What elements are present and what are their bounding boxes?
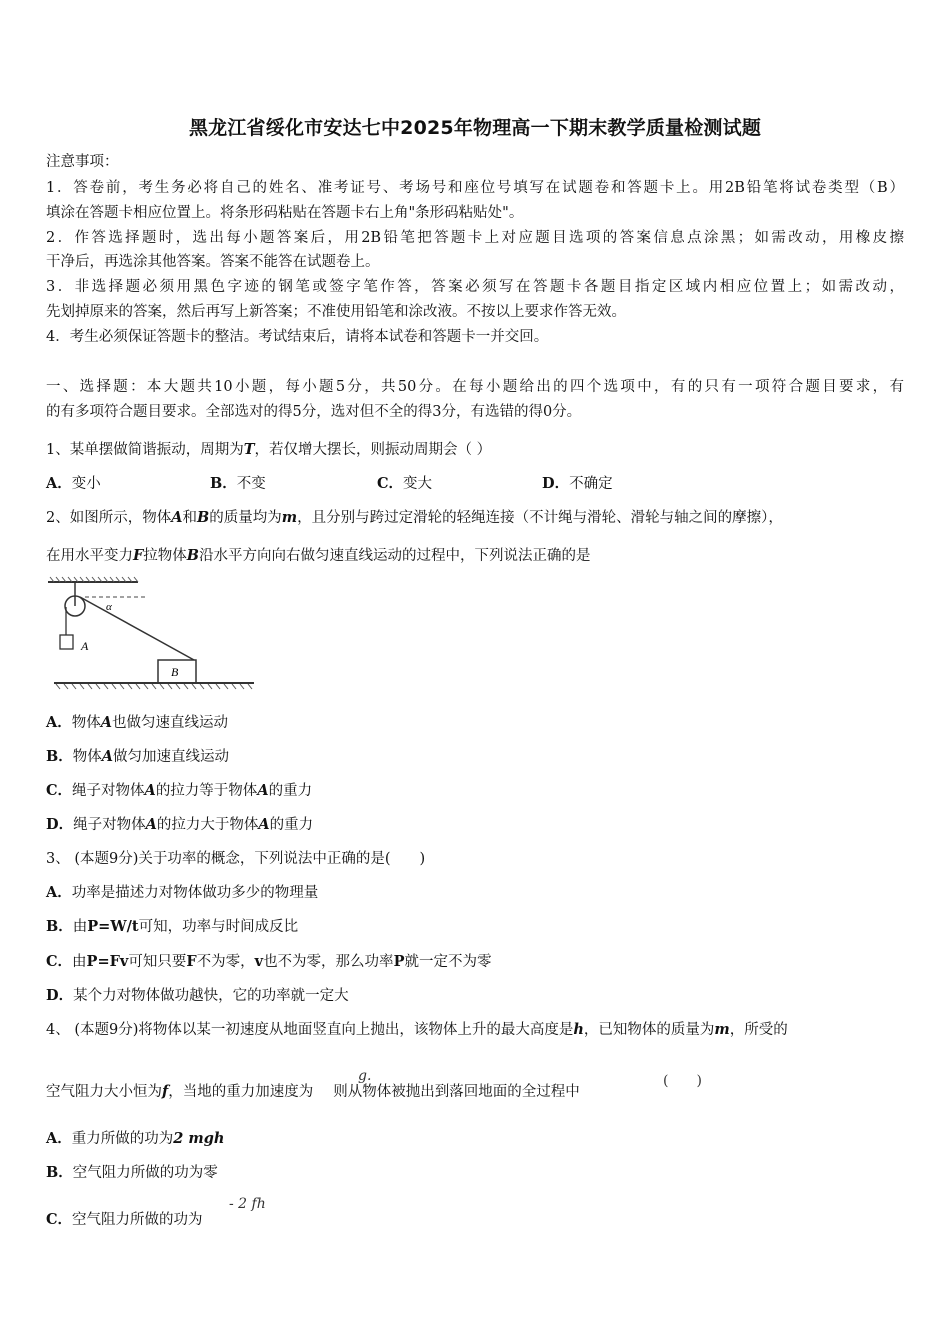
q1-stem-text: 1、某单摆做简谐振动，周期为 <box>46 442 244 458</box>
q1-option-a[interactable]: A．变小 <box>46 475 101 492</box>
q4-stem-line-2: 空气阻力大小恒为f，当地的重力加速度为 则从物体被抛出到落回地面的全过程中 <box>46 1083 580 1100</box>
notice-line-3a: 3．非选择题必须用黑色字迹的钢笔或签字笔作答，答案必须写在答题卡各题目指定区域内相应位置上；如需改动， <box>46 279 904 295</box>
q1-stem <box>46 440 491 460</box>
q1-stem-text-2: ，若仅增大摆长，则振动周期会（ ） <box>254 442 492 458</box>
page-title: 黑龙江省绥化市安达七中2025年物理高一下期末教学质量检测试题 <box>188 117 762 139</box>
q4-stem-line-1: 4、 (本题9分)将物体以某一初速度从地面竖直向上抛出，该物体上升的最大高度是h，已知物体的质量为m，所受的 <box>46 1021 788 1038</box>
pulley-figure <box>44 574 258 694</box>
q2-option-b[interactable]: B．物体A做匀加速直线运动 <box>46 748 230 765</box>
q3-option-d[interactable]: D．某个力对物体做功越快，它的功率就一定大 <box>46 987 349 1004</box>
section-heading-line-2: 的有多项符合题目要求。全部选对的得5分，选对但不全的得3分，有选错的得0分。 <box>46 404 582 420</box>
block-a <box>60 635 73 649</box>
notice-heading: 注意事项： <box>46 154 119 170</box>
q2-option-a[interactable]: A．物体A也做匀速直线运动 <box>46 714 229 731</box>
q2-stem-line-1: 2、如图所示，物体A和B的质量均为m，且分别与跨过定滑轮的轻绳连接（不计绳与滑轮、滑轮与轴之间的摩擦）， <box>46 509 783 526</box>
floor-hatch <box>56 684 252 689</box>
q4-option-a[interactable]: A．重力所做的功为2 mgh <box>46 1130 225 1147</box>
alpha-label: α <box>106 601 112 613</box>
q3-stem: 3、 (本题9分)关于功率的概念，下列说法中正确的是( ) <box>46 851 426 867</box>
notice-line-1b: 填涂在答题卡相应位置上。将条形码粘贴在答题卡右上角"条形码粘贴处"。 <box>46 205 524 221</box>
block-a-label: A <box>81 639 89 653</box>
rope-to-b <box>80 597 194 660</box>
q4-gravity-symbol: g. <box>358 1068 372 1084</box>
q4-option-c[interactable]: C．空气阻力所做的功为 <box>46 1211 203 1228</box>
q1-var-T: T <box>243 441 255 458</box>
notice-line-3b: 先划掉原来的答案，然后再写上新答案；不准使用铅笔和涂改液。不按以上要求作答无效。 <box>46 304 626 320</box>
q1-option-b[interactable]: B．不变 <box>210 475 266 492</box>
q2-option-c[interactable]: C．绳子对物体A的拉力等于物体A的重力 <box>46 782 313 799</box>
q3-option-c[interactable]: C．由P=Fv可知只要F不为零，v也不为零，那么功率P就一定不为零 <box>46 953 492 970</box>
q4-option-b[interactable]: B．空气阻力所做的功为零 <box>46 1164 218 1181</box>
notice-line-1a: 1．答卷前，考生务必将自己的姓名、准考证号、考场号和座位号填写在试题卷和答题卡上。用2B铅笔将试卷类型（B） <box>46 180 904 196</box>
notice-line-2a: 2．作答选择题时，选出每小题答案后，用2B铅笔把答题卡上对应题目选项的答案信息点涂黑；如需改动，用橡皮擦 <box>46 230 904 246</box>
q4-option-c-formula: - 2 fh <box>229 1196 266 1212</box>
q2-option-d[interactable]: D．绳子对物体A的拉力大于物体A的重力 <box>46 816 314 833</box>
q1-option-c[interactable]: C．变大 <box>377 475 433 492</box>
notice-line-4: 4．考生必须保证答题卡的整洁。考试结束后，请将本试卷和答题卡一并交回。 <box>46 329 549 345</box>
q1-option-d[interactable]: D．不确定 <box>542 475 613 492</box>
block-b-label: B <box>171 665 179 679</box>
q3-option-b[interactable]: B．由P=W/t可知，功率与时间成反比 <box>46 918 299 935</box>
q3-option-a[interactable]: A．功率是描述力对物体做功多少的物理量 <box>46 884 319 901</box>
q2-stem-line-2: 在用水平变力F拉物体B沿水平方向向右做匀速直线运动的过程中，下列说法正确的是 <box>46 547 591 564</box>
notice-line-2b: 干净后，再选涂其他答案。答案不能答在试题卷上。 <box>46 254 380 270</box>
q4-answer-paren: ( ) <box>663 1073 702 1089</box>
section-heading-line-1: 一、选择题：本大题共10小题，每小题5分，共50分。在每小题给出的四个选项中，有的只有一项符合题目要求，有 <box>46 379 904 395</box>
